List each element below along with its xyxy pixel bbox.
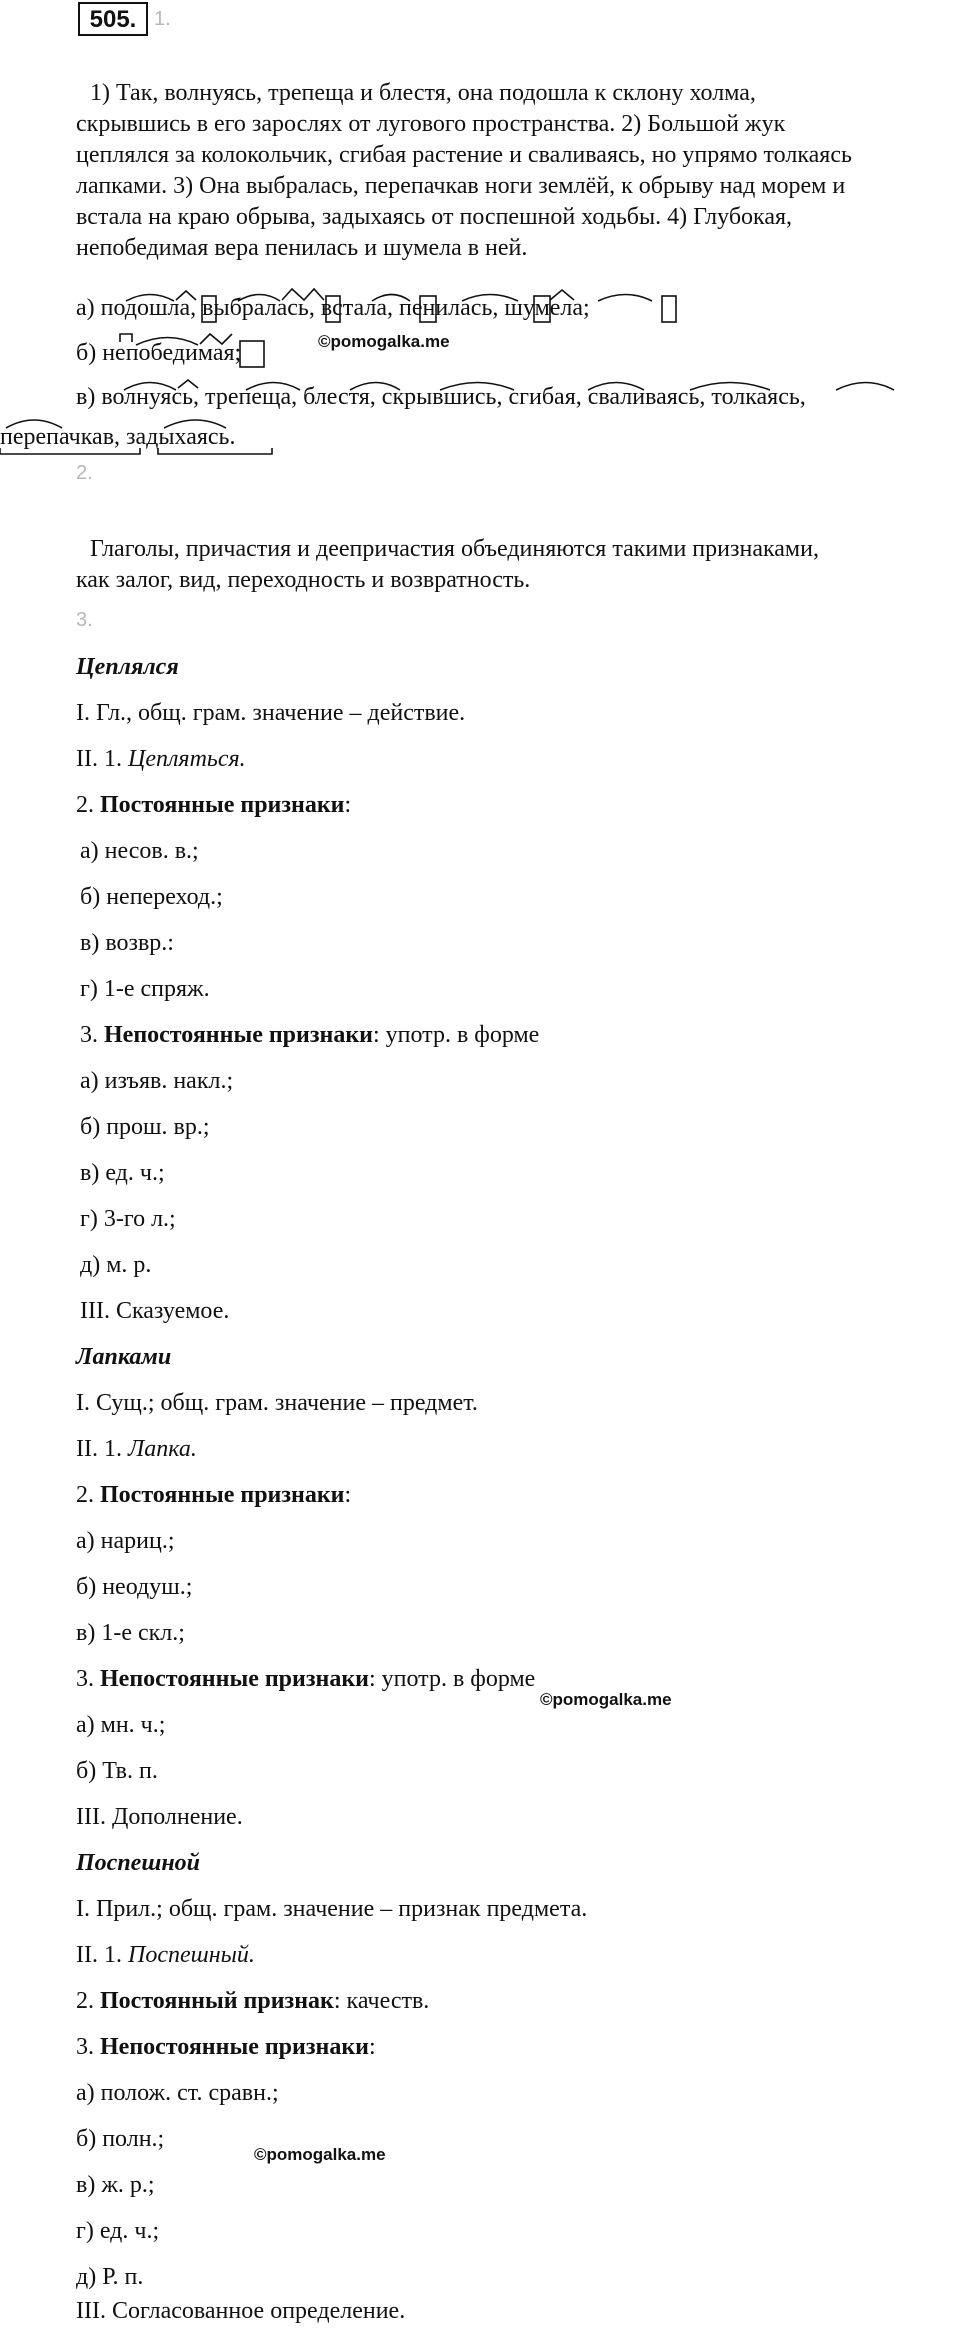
paragraph-line: встала на краю обрыва, задыхаясь от поспешной ходьбы. 4) Глубокая, [76, 204, 793, 230]
ending-box [202, 296, 216, 322]
w3-variable-label: Непостоянные признаки [100, 2034, 369, 2060]
w2-variable-2: б) Тв. п. [76, 1758, 158, 1784]
prefix-mark [120, 334, 132, 342]
w2-constant-label: Постоянные признаки [100, 1482, 345, 1508]
w1-constant-1: а) несов. в.; [80, 838, 199, 864]
paragraph-line: скрывшись в его зарослях от лугового пространства. 2) Большой жук [76, 111, 786, 137]
base-bracket [0, 448, 140, 454]
w3-constant-tail: : качеств. [333, 1988, 430, 2014]
ending-box [240, 341, 264, 367]
w1-constant-label: Постоянные признаки [100, 792, 345, 818]
w3-variable-1: а) полож. ст. сравн.; [76, 2080, 279, 2106]
task-2-label: 2. [76, 462, 93, 484]
task-2-line: как залог, вид, переходность и возвратность. [76, 567, 531, 593]
suffix-mark [178, 380, 198, 388]
root-arc [126, 295, 174, 302]
word-1-title: Цеплялся [76, 654, 179, 680]
w2-general: I. Сущ.; общ. грам. значение – предмет. [76, 1390, 478, 1416]
paragraph-line: цеплялся за колокольчик, сгибая растение и сваливаясь, но упрямо толкаясь [76, 142, 852, 168]
root-arc [372, 295, 410, 302]
w3-general: I. Прил.; общ. грам. значение – признак предмета. [76, 1896, 588, 1922]
w2-initial-word: Лапка. [127, 1436, 197, 1462]
w2-variable-tail: : употр. в форме [368, 1666, 536, 1692]
root-arc [690, 383, 770, 391]
root-arc [836, 383, 894, 391]
suffix-mark [176, 291, 196, 300]
analysis-line-a: а) подошла, выбралась, встала, пенилась, шумела; [76, 295, 590, 321]
paragraph-line: 1) Так, волнуясь, трепеща и блестя, она подошла к склону холма, [90, 80, 756, 106]
w3-variable-tail: : [368, 2034, 376, 2060]
w2-constant-tail: : [344, 1482, 352, 1508]
ending-box [420, 296, 436, 322]
w1-variable-5: д) м. р. [80, 1252, 152, 1278]
w1-initial-word: Цепляться. [127, 746, 246, 772]
w1-variable-label: Непостоянные признаки [104, 1022, 373, 1048]
w1-constant-2: б) непереход.; [80, 884, 223, 910]
w2-variable-1: а) мн. ч.; [76, 1712, 166, 1738]
word-3-title: Поспешной [76, 1850, 200, 1876]
w1-constant-header [76, 787, 351, 823]
paragraph-line: непобедимая вера пенилась и шумела в ней. [76, 235, 528, 261]
w1-variable-tail: : употр. в форме [372, 1022, 540, 1048]
w3-variable-5: д) Р. п. [76, 2264, 144, 2290]
w2-constant-1: а) нариц.; [76, 1528, 175, 1554]
root-arc [440, 383, 514, 391]
root-arc [588, 383, 644, 391]
watermark: ©pomogalka.me [318, 332, 450, 351]
w3-variable-3: в) ж. р.; [76, 2172, 155, 2198]
w2-initial-num: II. 1. [76, 1436, 128, 1462]
w3-constant-num: 2. [76, 1988, 100, 2014]
root-arc [598, 295, 652, 302]
analysis-line-v1: в) волнуясь, трепеща, блестя, скрывшись, сгибая, сваливаясь, толкаясь, [76, 384, 806, 410]
w2-initial-form [76, 1431, 197, 1467]
w1-initial-form [76, 741, 246, 777]
w3-variable-4: г) ед. ч.; [76, 2218, 160, 2244]
task-2-text [76, 534, 819, 596]
w1-constant-num: 2. [76, 792, 100, 818]
root-arc [6, 420, 62, 428]
ending-box [534, 296, 550, 322]
analysis-line-b: б) непобедимая; [76, 340, 242, 366]
task-3-label: 3. [76, 609, 93, 631]
root-arc [238, 295, 280, 302]
paragraph-line: лапками. 3) Она выбралась, перепачкав ноги землёй, к обрыву над морем и [76, 173, 846, 199]
root-arc [124, 383, 176, 391]
w1-constant-4: г) 1-е спряж. [80, 976, 210, 1002]
root-arc [462, 295, 518, 302]
w3-variable-2: б) полн.; [76, 2126, 165, 2152]
w2-syntactic-role: III. Дополнение. [76, 1804, 243, 1830]
analysis-line-v2: перепачкав, задыхаясь. [0, 424, 236, 450]
w1-variable-1: а) изъяв. накл.; [80, 1068, 234, 1094]
w3-initial-word: Поспешный. [127, 1942, 255, 1968]
w1-syntactic-role: III. Сказуемое. [80, 1298, 230, 1324]
root-arc [136, 338, 198, 346]
watermark: ©pomogalka.me [254, 2145, 386, 2164]
w3-constant-header [76, 1983, 429, 2019]
w3-constant-label: Постоянный признак [100, 1988, 334, 2014]
exercise-number: 505. [78, 2, 148, 36]
w2-constant-3: в) 1-е скл.; [76, 1620, 185, 1646]
w1-general: I. Гл., общ. грам. значение – действие. [76, 700, 466, 726]
w2-constant-2: б) неодуш.; [76, 1574, 193, 1600]
w3-initial-form [76, 1937, 255, 1973]
ending-box [326, 296, 340, 322]
suffix-mark [550, 290, 574, 300]
w1-constant-3: в) возвр.: [80, 930, 174, 956]
w3-variable-num: 3. [76, 2034, 100, 2060]
root-arc [164, 420, 226, 428]
w1-variable-num: 3. [80, 1022, 104, 1048]
morpheme-marks [0, 0, 960, 470]
w1-variable-4: г) 3-го л.; [80, 1206, 176, 1232]
task-2-line: Глаголы, причастия и деепричастия объединяются такими признаками, [90, 536, 819, 562]
root-arc [246, 383, 300, 391]
ending-box [662, 296, 676, 322]
w2-variable-label: Непостоянные признаки [100, 1666, 369, 1692]
root-arc [350, 383, 400, 391]
w1-constant-tail: : [344, 792, 352, 818]
w2-variable-num: 3. [76, 1666, 100, 1692]
w1-variable-header [80, 1017, 539, 1053]
suffix-mark [282, 289, 324, 300]
w3-syntactic-role: III. Согласованное определение. [76, 2298, 406, 2324]
w1-initial-num: II. 1. [76, 746, 128, 772]
base-bracket [158, 448, 272, 454]
w2-constant-num: 2. [76, 1482, 100, 1508]
w1-variable-3: в) ед. ч.; [80, 1160, 165, 1186]
w3-initial-num: II. 1. [76, 1942, 128, 1968]
word-2-title: Лапками [76, 1344, 172, 1370]
suffix-mark [200, 334, 232, 344]
w2-constant-header [76, 1477, 351, 1513]
w2-variable-header [76, 1661, 535, 1697]
task-1-label: 1. [154, 8, 171, 30]
watermark: ©pomogalka.me [540, 1690, 672, 1709]
w3-variable-header [76, 2029, 376, 2065]
w1-variable-2: б) прош. вр.; [80, 1114, 210, 1140]
